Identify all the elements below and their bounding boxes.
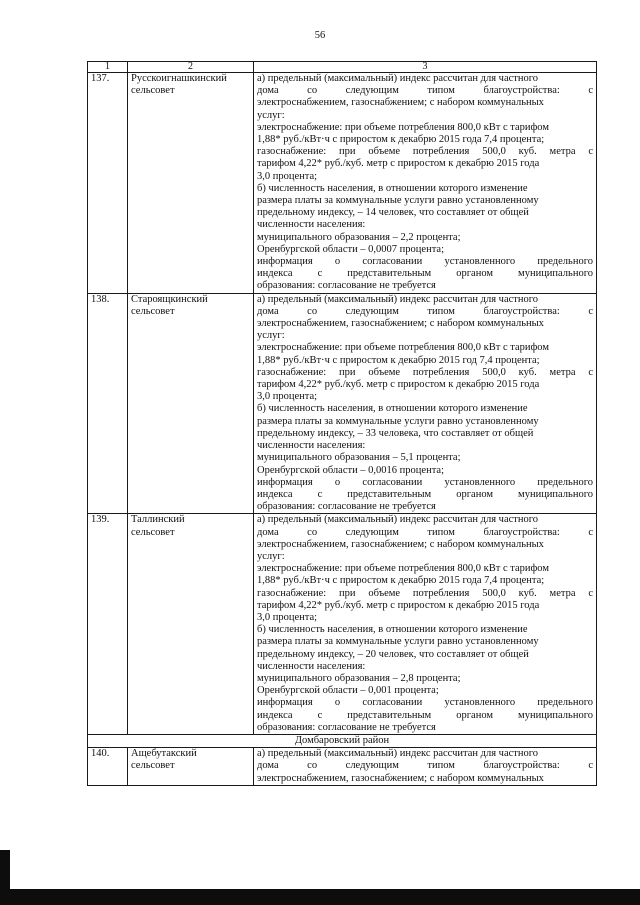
detail-line: размера платы за коммунальные услуги равно установленному (257, 415, 539, 427)
detail-line: информация о согласовании установленного предельного (257, 476, 593, 488)
detail-line: а) предельный (максимальный) индекс рассчитан для частного (257, 748, 539, 760)
detail-line: муниципального образования – 2,8 процента; (257, 672, 461, 684)
detail-line: электроснабжение: при объеме потребления 800,0 кВт с тарифом (257, 563, 549, 575)
table-row (88, 514, 597, 735)
detail-line: а) предельный (максимальный) индекс рассчитан для частного (257, 73, 539, 84)
settlement-name-line: сельсовет (131, 85, 175, 97)
detail-line: информация о согласовании установленного предельного (257, 697, 593, 709)
detail-line: электроснабжением, газоснабжением; с набором коммунальных (257, 318, 544, 330)
detail-line: образования: согласование не требуется (257, 501, 436, 513)
header-col-number: 1 (88, 62, 128, 73)
detail-line: электроснабжением, газоснабжением; с набором коммунальных (257, 772, 544, 784)
detail-line: муниципального образования – 2,2 процента; (257, 231, 461, 243)
scan-edge-mark (0, 850, 10, 890)
detail-line: образования: согласование не требуется (257, 280, 436, 292)
detail-line: 1,88* руб./кВт⋅ч с приростом к декабрю 2015 год 7,4 процента; (257, 354, 540, 366)
detail-line: 1,88* руб./кВт⋅ч с приростом к декабрю 2015 года 7,4 процента; (257, 134, 545, 146)
table-row (88, 293, 597, 514)
detail-line: электроснабжением, газоснабжением; с набором коммунальных (257, 97, 544, 109)
district-name: Домбаровский район (88, 734, 597, 747)
detail-line: Оренбургской области – 0,0007 процента; (257, 243, 444, 255)
row-number: 137. (88, 73, 128, 294)
detail-line: численности населения: (257, 219, 366, 231)
table-row (88, 73, 597, 294)
detail-line: 3,0 процента; (257, 170, 318, 182)
district-row (88, 734, 597, 747)
row-number: 140. (88, 748, 128, 786)
detail-line: численности населения: (257, 440, 366, 452)
detail-line: информация о согласовании установленного предельного (257, 256, 593, 268)
detail-line: предельному индексу, – 14 человек, что составляет от общей (257, 207, 529, 219)
settlement-name (128, 293, 254, 514)
detail-line: предельному индексу, – 33 человека, что составляет от общей (257, 427, 534, 439)
index-details (254, 73, 597, 294)
detail-line: тарифом 4,22* руб./куб. метр с приростом к декабрю 2015 года (257, 599, 540, 611)
settlement-name-line: Ащебутакский (131, 748, 197, 760)
detail-line: дома со следующим типом благоустройства: с (257, 305, 593, 317)
page-number: 56 (314, 30, 326, 41)
detail-line: численности населения: (257, 660, 366, 672)
settlement-name-line: сельсовет (131, 305, 175, 317)
detail-line: 1,88* руб./кВт⋅ч с приростом к декабрю 2015 года 7,4 процента; (257, 575, 545, 587)
detail-line: индекса с представительным органом муниципального (257, 268, 593, 280)
detail-line: дома со следующим типом благоустройства: с (257, 760, 593, 772)
header-col-details: 3 (254, 62, 597, 73)
detail-line: индекса с представительным органом муниципального (257, 709, 593, 721)
detail-line: тарифом 4,22* руб./куб. метр с приростом к декабрю 2015 года (257, 379, 540, 391)
table-row (88, 748, 597, 786)
detail-line: образования: согласование не требуется (257, 721, 436, 733)
row-number: 138. (88, 293, 128, 514)
index-details (254, 293, 597, 514)
settlement-name (128, 514, 254, 735)
detail-line: 3,0 процента; (257, 611, 318, 623)
row-number: 139. (88, 514, 128, 735)
settlement-name-line: Русскоигнашкинский (131, 73, 227, 84)
detail-line: дома со следующим типом благоустройства: с (257, 85, 593, 97)
detail-line: электроснабжение: при объеме потребления 800,0 кВт с тарифом (257, 121, 549, 133)
detail-line: газоснабжение: при объеме потребления 500,0 куб. метра с (257, 587, 593, 599)
detail-line: б) численность населения, в отношении которого изменение (257, 182, 528, 194)
detail-line: 3,0 процента; (257, 391, 318, 403)
header-col-name: 2 (128, 62, 254, 73)
settlement-name (128, 73, 254, 294)
detail-line: индекса с представительным органом муниципального (257, 488, 593, 500)
detail-line: а) предельный (максимальный) индекс рассчитан для частного (257, 293, 539, 305)
detail-line: размера платы за коммунальные услуги равно установленному (257, 636, 539, 648)
table-header-row (88, 62, 597, 73)
detail-line: газоснабжение: при объеме потребления 500,0 куб. метра с (257, 146, 593, 158)
detail-line: услуг: (257, 550, 285, 562)
detail-line: б) численность населения, в отношении которого изменение (257, 403, 528, 415)
settlement-name-line: Староящкинский (131, 293, 208, 305)
scan-bottom-band (0, 889, 640, 905)
tariff-table (87, 61, 597, 786)
detail-line: газоснабжение: при объеме потребления 500,0 куб. метра с (257, 366, 593, 378)
settlement-name-line: Таллинский (131, 514, 185, 526)
settlement-name-line: сельсовет (131, 760, 175, 772)
detail-line: Оренбургской области – 0,001 процента; (257, 685, 439, 697)
detail-line: Оренбургской области – 0,0016 процента; (257, 464, 444, 476)
detail-line: тарифом 4,22* руб./куб. метр с приростом к декабрю 2015 года (257, 158, 540, 170)
detail-line: б) численность населения, в отношении которого изменение (257, 624, 528, 636)
detail-line: предельному индексу, – 20 человек, что составляет от общей (257, 648, 529, 660)
detail-line: услуг: (257, 330, 285, 342)
detail-line: услуг: (257, 109, 285, 121)
settlement-name (128, 748, 254, 786)
detail-line: а) предельный (максимальный) индекс рассчитан для частного (257, 514, 539, 526)
settlement-name-line: сельсовет (131, 526, 175, 538)
detail-line: электроснабжение: при объеме потребления 800,0 кВт с тарифом (257, 342, 549, 354)
detail-line: размера платы за коммунальные услуги равно установленному (257, 195, 539, 207)
index-details (254, 748, 597, 786)
index-details (254, 514, 597, 735)
detail-line: муниципального образования – 5,1 процента; (257, 452, 461, 464)
detail-line: электроснабжением, газоснабжением; с набором коммунальных (257, 538, 544, 550)
detail-line: дома со следующим типом благоустройства: с (257, 526, 593, 538)
